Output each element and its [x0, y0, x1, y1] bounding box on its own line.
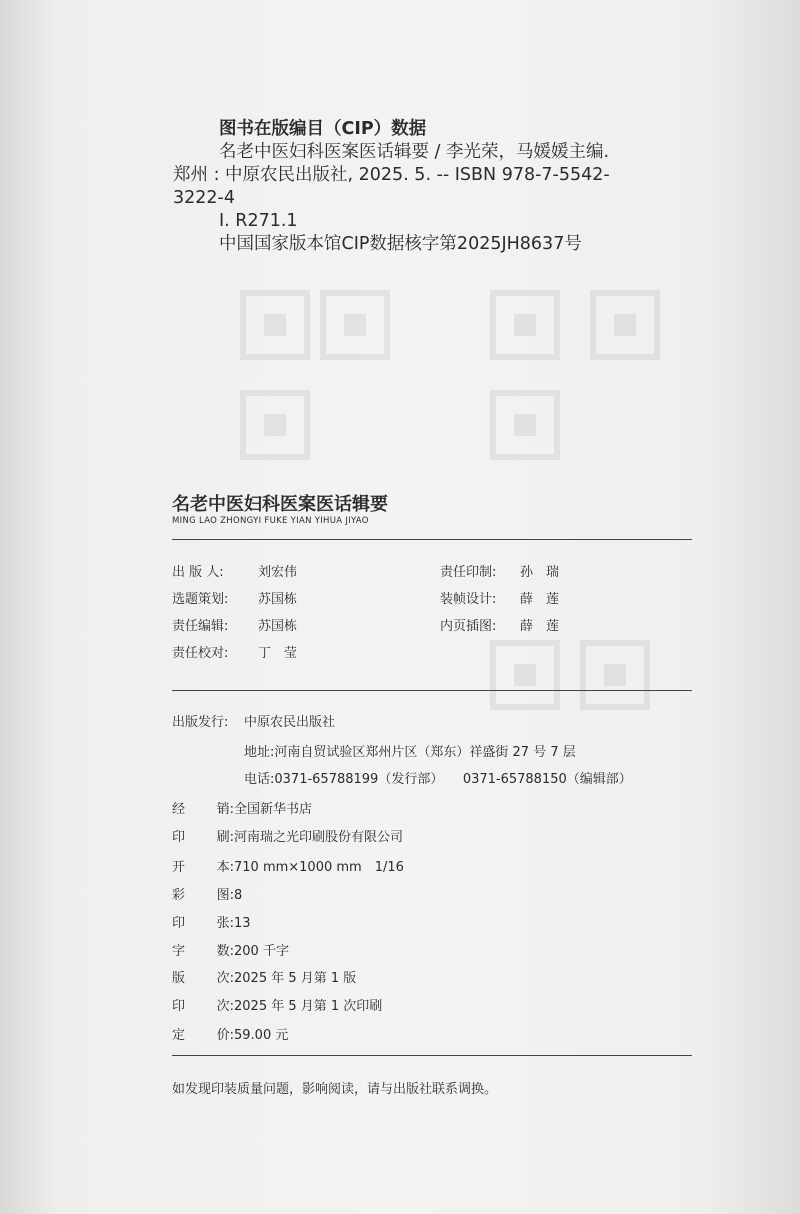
- staff-label: 责任编辑:: [172, 619, 229, 634]
- spec-printer-row: 印 刷: 河南瑞之光印刷股份有限公司: [172, 826, 403, 845]
- staff-value: 刘宏伟: [258, 565, 298, 580]
- quality-notice: 如发现印装质量问题，影响阅读，请与出版社联系调换。: [172, 1082, 498, 1097]
- staff-value: 孙 瑞: [520, 565, 560, 580]
- spec-value: 710 mm×1000 mm 1/16: [234, 860, 404, 875]
- publish-label: 出版发行:: [172, 715, 229, 730]
- publish-value: 中原农民出版社: [244, 715, 336, 730]
- divider: [172, 690, 692, 691]
- staff-label: 责任校对:: [172, 646, 229, 661]
- spec-value: 8: [234, 888, 243, 903]
- spec-value: 2025 年 5 月第 1 版: [234, 971, 357, 986]
- book-pinyin: MING LAO ZHONGYI FUKE YIAN YIHUA JIYAO: [172, 516, 369, 526]
- staff-label: 出 版 人:: [172, 565, 224, 580]
- divider: [172, 539, 692, 540]
- book-title: 名老中医妇科医案医话辑要: [172, 494, 388, 515]
- cip-data-block: [173, 118, 610, 256]
- staff-proof-row: [172, 642, 297, 661]
- cip-line-3: 3222-4: [173, 188, 235, 208]
- divider: [172, 1055, 692, 1056]
- spec-sheets-row: 印 张: 13: [172, 916, 251, 931]
- cip-line-5: 中国国家版本馆CIP数据核字第2025JH8637号: [219, 234, 582, 254]
- spec-value: 200 千字: [234, 944, 289, 959]
- spec-printing-row: 印 次: 2025 年 5 月第 1 次印刷: [172, 995, 382, 1014]
- staff-planner-row: [172, 588, 297, 607]
- spec-value: 河南瑞之光印刷股份有限公司: [234, 830, 404, 845]
- staff-editor-row: [172, 615, 297, 634]
- staff-illus-row: [440, 615, 559, 634]
- cip-line-4: Ⅰ. R271.1: [219, 211, 298, 231]
- publish-address: 地址:河南自贸试验区郑州片区（郑东）祥盛街 27 号 7 层: [244, 745, 576, 760]
- staff-label: 内页插图:: [440, 619, 497, 634]
- spec-value: 13: [234, 916, 251, 931]
- staff-label: 装帧设计:: [440, 592, 497, 607]
- staff-label: 选题策划:: [172, 592, 229, 607]
- staff-publisher-row: [172, 561, 297, 580]
- staff-value: 苏国栋: [258, 619, 298, 634]
- cip-line-1: 名老中医妇科医案医话辑要 / 李光荣，马媛媛主编.: [219, 142, 610, 162]
- cip-heading: 图书在版编目（CIP）数据: [219, 119, 427, 139]
- spec-distributor-row: 经 销: 全国新华书店: [172, 798, 312, 817]
- publish-issuer-row: [172, 711, 335, 730]
- spec-value: 2025 年 5 月第 1 次印刷: [234, 999, 383, 1014]
- spec-edition-row: 版 次: 2025 年 5 月第 1 版: [172, 967, 356, 986]
- staff-value: 苏国栋: [258, 592, 298, 607]
- spec-price-row: 定 价: 59.00 元: [172, 1024, 288, 1043]
- spec-format-row: 开 本: 710 mm×1000 mm 1/16: [172, 856, 404, 875]
- staff-print-resp-row: [440, 561, 559, 580]
- staff-value: 薛 莲: [520, 592, 560, 607]
- spec-value: 全国新华书店: [234, 802, 313, 817]
- spec-color-plates-row: 彩 图: 8: [172, 888, 243, 903]
- show-through-decoration: [230, 290, 700, 460]
- spec-value: 59.00 元: [234, 1028, 289, 1043]
- staff-binding-row: [440, 588, 559, 607]
- staff-label: 责任印制:: [440, 565, 497, 580]
- cip-line-2: 郑州 : 中原农民出版社, 2025. 5. -- ISBN 978-7-5542-: [173, 165, 610, 185]
- staff-value: 丁 莹: [258, 646, 298, 661]
- staff-value: 薛 莲: [520, 619, 560, 634]
- spec-words-row: 字 数: 200 千字: [172, 940, 289, 959]
- publish-phone: 电话:0371-65788199（发行部） 0371-65788150（编辑部）: [244, 772, 632, 787]
